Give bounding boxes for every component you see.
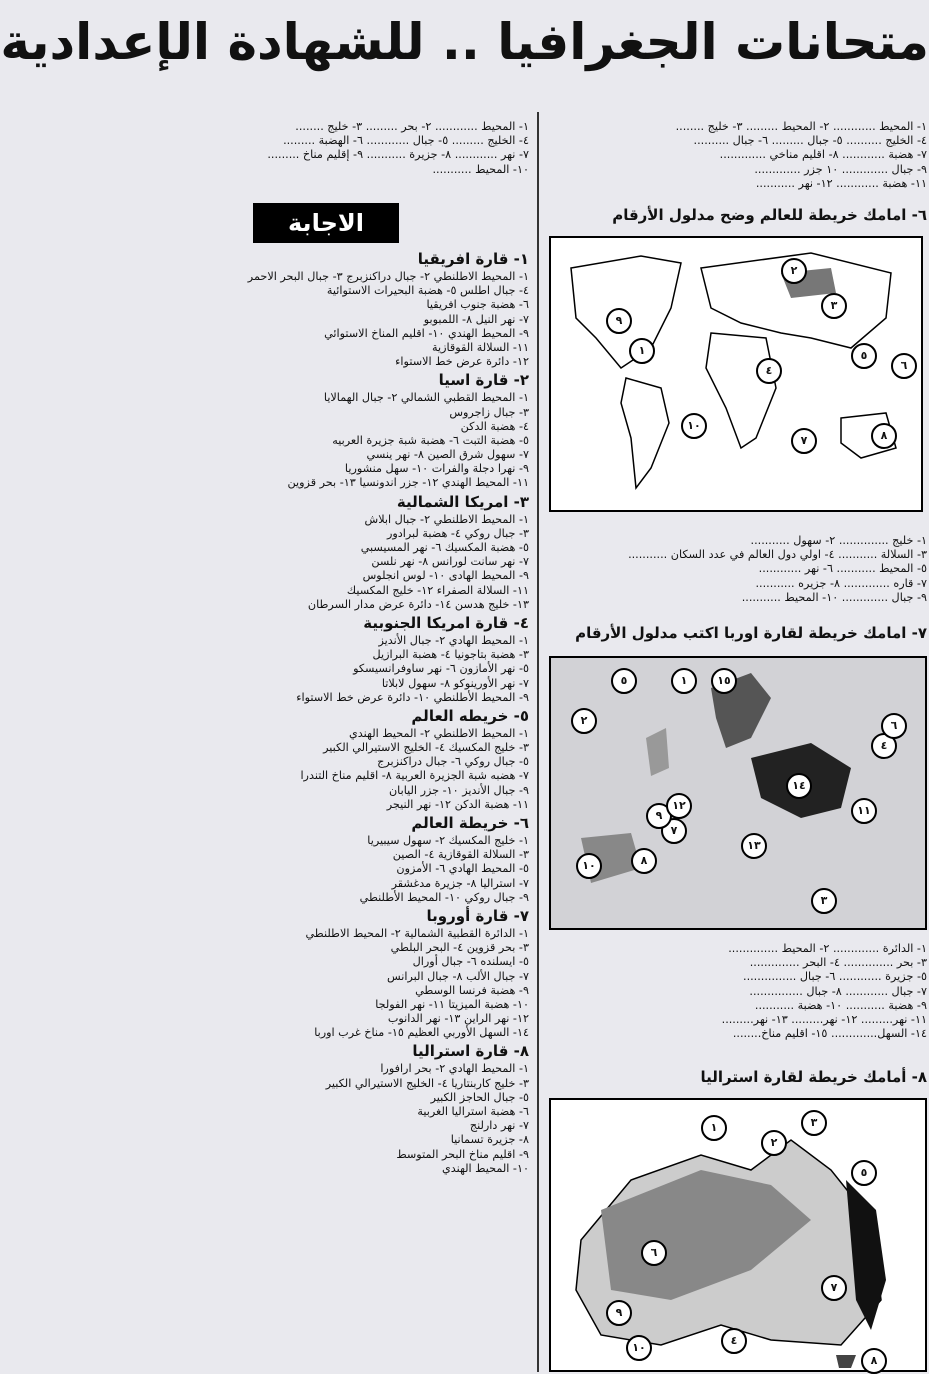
answer-heading: الاجابة (253, 203, 399, 243)
answer-line: ٦- هضبة جنوب افريقيا (426, 298, 529, 312)
q7-title: ٧- امامك خريطة لقارة اوربا اكتب مدلول الأرقام (575, 624, 927, 642)
blank-line: ٩- جبال ............. ١٠- المحيط ........... (741, 590, 927, 604)
answer-line: ٧- هضبه شبة الجزيرة العربية ٨- اقليم مناخ التندرا (300, 769, 529, 783)
q7-answers (547, 942, 927, 1041)
map-number-label: ١٠ (626, 1335, 652, 1361)
map-number-label: ٤ (871, 733, 897, 759)
map-number-label: ٥ (851, 343, 877, 369)
answer-line: ١- خليج المكسيك ٢- سهول سيبيريا (367, 834, 529, 847)
left-top-blanks (149, 120, 529, 177)
q6-title: ٦- امامك خريطة للعالم وضح مدلول الأرقام (612, 206, 927, 224)
answer-line: ٩- المحيط الهادى ١٠- لوس انجلوس (362, 569, 529, 583)
map-number-label: ١٠ (681, 413, 707, 439)
map-number-label: ١١ (851, 798, 877, 824)
answer-line: ١- المحيط الاطلنطي ٢- جبال ابلاش (364, 512, 529, 526)
map-number-label: ٦ (881, 713, 907, 739)
answer-line: ٥- ايسلنده ٦- جبال أورال (412, 955, 529, 969)
map-number-label: ١٣ (741, 833, 767, 859)
blank-line: ١١- نهر......... ١٢- نهر......... ١٣- نهر......... (721, 1012, 927, 1026)
answer-line: ١١- السلالة الصفراء ١٢- خليج المكسيك (346, 583, 529, 597)
blank-line: ٧- قاره ............. ٨- جزيره ........... (755, 576, 927, 590)
map-number-label: ٩ (606, 308, 632, 334)
answer-line: ٧- نهر الأورينوكو ٨- سهول لابلاتا (381, 676, 529, 690)
answer-line: ٣- بحر قزوين ٤- البحر البلطي (390, 941, 529, 955)
australia-map (549, 1098, 927, 1372)
answer-line: ٧- نهر النيل ٨- اللمبوبو (423, 312, 529, 326)
map-number-label: ١٢ (666, 793, 692, 819)
map-number-label: ٤ (756, 358, 782, 384)
map-number-label: ٣ (811, 888, 837, 914)
section-title: ١- قارة افريقيا (417, 250, 529, 268)
page-title: متحانات الجغرافيا .. للشهادة الإعدادية (0, 13, 929, 71)
map-number-label: ٧ (791, 428, 817, 454)
blank-line: ١- خليج .............. ٢- سهول ........... (750, 534, 927, 547)
answer-line: ٧- نهر دارلنج (469, 1119, 529, 1133)
map-number-label: ٩ (606, 1300, 632, 1326)
answer-line: ٤- هضبة الدكن (460, 419, 529, 433)
answer-line: ٩- المحيط الأطلنطي ١٠- دائرة عرض خط الاستواء (296, 690, 529, 704)
blank-line: ٧- هضبة ............ ٨- اقليم مناخي ............. (719, 148, 927, 162)
answer-line: ٣- جبال روكي ٤- هضبة لبرادور (386, 526, 529, 540)
answer-line: ١١- المحيط الهندي ١٢- جزر اندونسيا ١٣- بحر قزوين (287, 476, 529, 490)
blank-line: ٧- جبال ............ ٨- جبال ............... (749, 984, 927, 998)
blank-line: ٩- هضبة ........... ١٠- هضبة ........... (754, 998, 927, 1012)
world-map (549, 236, 923, 512)
answer-line: ١- المحيط الاطلنطي ٢- المحيط الهندي (349, 726, 529, 740)
q8-title: ٨- أمامك خريطة لقارة استراليا (700, 1068, 927, 1086)
map-number-label: ٣ (801, 1110, 827, 1136)
blank-line: ١٠- المحيط ........... (432, 162, 529, 176)
section-title: ٤- قارة امريكا الجنوبية (363, 613, 529, 632)
map-number-label: ٤ (721, 1328, 747, 1354)
answer-line: ١- المحيط القطبي الشمالي ٢- جبال الهمالايا (323, 391, 529, 405)
answer-line: ١٤- السهل الأوربي العظيم ١٥- مناخ غرب اوربا (314, 1026, 529, 1040)
answer-line: ١٢- نهر الراين ١٣- نهر الدانوب (387, 1012, 529, 1026)
map-number-label: ٦ (641, 1240, 667, 1266)
map-number-label: ٩ (646, 803, 672, 829)
map-number-label: ٢ (761, 1130, 787, 1156)
answer-line: ٣- هضبة بتاجونيا ٤- هضبة البرازيل (372, 648, 529, 662)
answer-line: ٣- السلالة القوقازية ٤- الصين (392, 848, 529, 862)
blank-line: ٣- السلالة ........... ٤- اولي دول العالم في عدد السكان ........... (628, 548, 927, 562)
answer-line: ٩- المحيط الهندي ١٠- اقليم المناخ الاستوائي (324, 326, 529, 340)
section-title: ٣- امريكا الشمالية (396, 492, 529, 511)
blank-line: ١- المحيط ............ ٢- المحيط ......... ٣- خليج ........ (675, 120, 927, 133)
map-number-label: ٨ (631, 848, 657, 874)
map-number-label: ٢ (571, 708, 597, 734)
answer-line: ٦- هضبة استراليا الغربية (417, 1105, 529, 1118)
map-number-label: ١ (671, 668, 697, 694)
map-number-label: ٨ (871, 423, 897, 449)
answer-line: ١- المحيط الاطلنطي ٢- جبال دراكنزبرج ٣- جبال البحر الاحمر (247, 270, 529, 283)
map-uk (646, 728, 669, 776)
section-title: ٨- قارة استراليا (412, 1042, 529, 1061)
map-number-label: ١٠ (576, 853, 602, 879)
answer-line: ٣- خليج المكسيك ٤- الخليج الاستيرالي الكبير (323, 741, 529, 755)
answer-line: ١- المحيط الهادي ٢- جبال الأنديز (378, 633, 529, 647)
blank-line: ٣- بحر .............. ٤- البحر .............. (749, 956, 927, 970)
blank-line: ٤- الخليج .......... ٥- جبال ......... ٦- جبال .......... (693, 134, 927, 148)
answer-line: ٥- جبال روكي ٦- جبال دراكنزبرج (377, 755, 529, 769)
map-number-label: ١٤ (786, 773, 812, 799)
answer-line: ٥- نهر الأمازون ٦- نهر ساوفرانسيسكو (353, 662, 529, 676)
map-number-label: ٧ (661, 818, 687, 844)
blank-line: ١- الدائرة ............. ٢- المحيط .............. (728, 942, 927, 955)
answers-list (129, 248, 529, 1176)
section-title: ٢- قارة اسيا (438, 371, 529, 390)
map-number-label: ٥ (611, 668, 637, 694)
map-south-america (621, 378, 669, 488)
blank-line: ١- المحيط ............ ٢- بحر ......... ٣- خليج ........ (295, 120, 529, 133)
right-top-blanks (547, 120, 927, 191)
answer-line: ٣- خليج كاربنتاريا ٤- الخليج الاستيرالي الكبير (325, 1076, 529, 1090)
map-number-label: ٨ (861, 1348, 887, 1374)
map-number-label: ٥ (851, 1160, 877, 1186)
answer-line: ١١- هضبة الدكن ١٢- نهر النيجر (386, 797, 529, 811)
answer-line: ٨- جزيرة تسمانيا (450, 1133, 529, 1147)
map-number-label: ١ (629, 338, 655, 364)
answer-line: ٥- المحيط الهادي ٦- الأمزون (396, 862, 529, 876)
map-africa (706, 333, 776, 448)
answer-line: ١- المحيط الهادي ٢- بحر ارافورا (380, 1062, 529, 1076)
blank-line: ٧- نهر ............ ٨- جزيرة ........... ٩- إقليم مناخ ......... (267, 148, 529, 162)
answer-line: ٥- هضبة المكسيك ٦- نهر المسيسبي (360, 541, 529, 554)
blank-line: ١٤- السهل............. ١٥- اقليم مناخ........ (732, 1027, 927, 1041)
answer-line: ٥- جبال الحاجز الكبير (430, 1090, 529, 1104)
answer-line: ١١- السلالة القوقازية (432, 340, 529, 354)
blank-line: ١١- هضبة ............ ١٢- نهر ........... (755, 176, 927, 190)
map-number-label: ٢ (781, 258, 807, 284)
section-title: ٦- خريطة العالم (411, 814, 529, 832)
answer-line: ١٠- هضبة الميزيتا ١١- نهر الفولجا (375, 997, 529, 1011)
map-number-label: ٣ (821, 293, 847, 319)
answer-line: ٣- جبال زاجروس (449, 405, 529, 419)
map-number-label: ٧ (821, 1275, 847, 1301)
answer-line: ٥- هضبة التبت ٦- هضبة شبة جزيرة العربيه (332, 433, 529, 447)
answer-line: ٤- جبال اطلس ٥- هضبة البحيرات الاستوائية (326, 284, 529, 298)
europe-map (549, 656, 927, 930)
answer-line: ٩- جبال روكي ١٠- المحيط الأطلنطي (359, 890, 529, 904)
answer-line: ١٣- خليج هدسن ١٤- دائرة عرض مدار السرطان (307, 597, 529, 611)
answer-line: ٩- اقليم مناخ البحر المتوسط (396, 1147, 529, 1161)
blank-line: ٤- الخليج ......... ٥- جبال ............ ٦- الهضبة ......... (283, 134, 529, 148)
blank-line: ٥- المحيط ........... ٦- نهر ............ (758, 562, 927, 576)
answer-line: ١٠- المحيط الهندي (441, 1161, 529, 1175)
answer-line: ٧- جبال الألب ٨- جبال البرانس (387, 969, 529, 983)
answer-line: ٩- نهرا دجلة والفرات ١٠- سهل منشوريا (344, 462, 529, 476)
answer-line: ١- الدائرة القطبية الشمالية ٢- المحيط الاطلنطي (305, 926, 529, 940)
map-number-label: ٦ (891, 353, 917, 379)
map-tasmania (836, 1355, 856, 1368)
column-divider (537, 112, 539, 1372)
answer-line: ٧- نهر سانت لورانس ٨- نهر نلسن (371, 555, 529, 569)
answer-line: ٧- استراليا ٨- جزيرة مدغشقر (391, 876, 529, 890)
answer-line: ٩- هضبة فرنسا الوسطي (415, 983, 529, 997)
map-number-label: ١ (701, 1115, 727, 1141)
q6-answers (547, 534, 927, 605)
answer-line: ٩- جبال الأنديز ١٠- جزر اليابان (388, 783, 529, 797)
map-number-label: ١٥ (711, 668, 737, 694)
answer-line: ١٢- دائرة عرض خط الاستواء (395, 355, 529, 369)
answer-line: ٧- سهول شرق الصين ٨- نهر ينسي (366, 448, 529, 462)
blank-line: ٥- جزيرة ............ ٦- جبال ............... (743, 970, 927, 984)
section-title: ٧- قارة أوروبا (426, 906, 529, 925)
blank-line: ٩- جبال ............. ١٠ جزر ............. (754, 162, 927, 176)
section-title: ٥- خريطه العالم (411, 706, 529, 725)
